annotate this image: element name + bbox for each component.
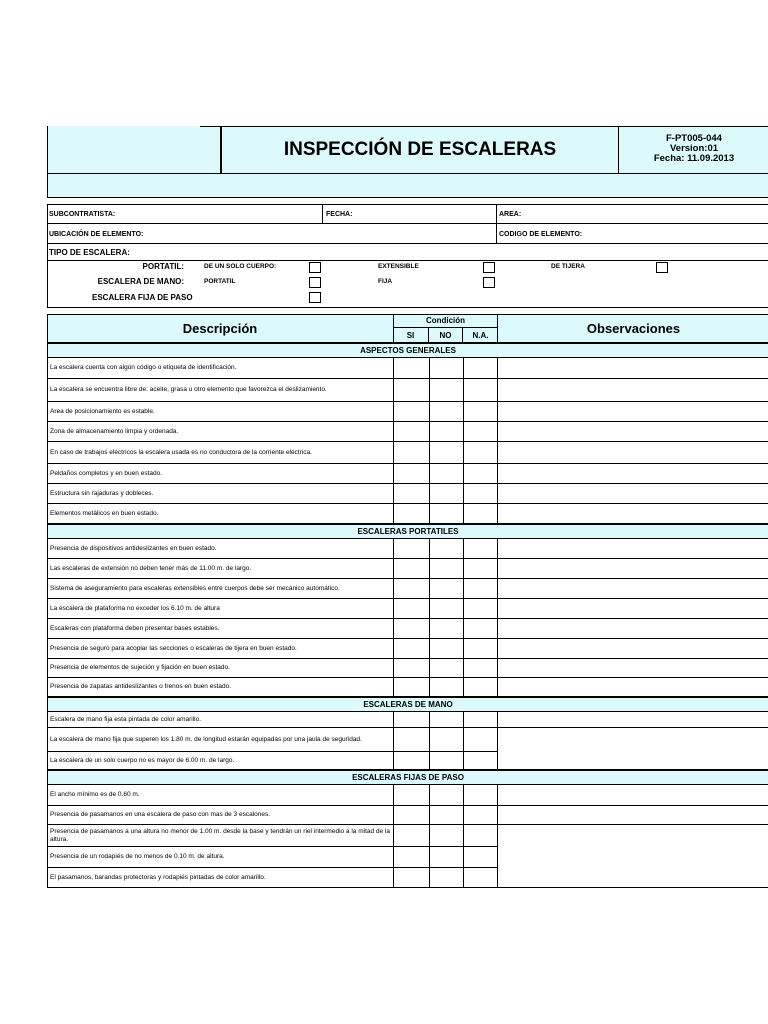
na-cell[interactable] — [463, 539, 498, 559]
si-cell[interactable] — [393, 678, 429, 697]
table-row: Area de posicionamiento es estable. — [47, 402, 393, 422]
observaciones-header: Observaciones — [586, 321, 681, 336]
section-header: ESCALERAS FIJAS DE PASO — [47, 770, 768, 785]
si-cell[interactable] — [393, 619, 429, 639]
si-cell[interactable] — [393, 504, 429, 524]
no-cell[interactable] — [429, 806, 463, 825]
na-cell[interactable] — [463, 639, 498, 659]
no-cell[interactable] — [429, 599, 463, 619]
portatil-checkbox[interactable] — [309, 277, 321, 288]
si-cell[interactable] — [393, 806, 429, 825]
table-row: La escalera de un solo cuerpo no es mayor de 6.00 m. de largo. — [47, 752, 393, 770]
table-row: La escalera se encuentra libre de: aceite, grasa u otro elemento que favorezca el deslizamiento. — [47, 379, 393, 402]
fecha-label: FECHA: — [326, 210, 353, 218]
observation-cell[interactable] — [498, 579, 768, 599]
observation-cell[interactable] — [498, 599, 768, 619]
no-cell[interactable] — [429, 579, 463, 599]
no-cell[interactable] — [429, 712, 463, 728]
extensible-label: EXTENSIBLE — [378, 263, 419, 270]
si-cell[interactable] — [393, 728, 429, 752]
header-subbar — [47, 173, 768, 174]
na-cell[interactable] — [463, 806, 498, 825]
fija-label: FIJA — [378, 278, 393, 285]
si-cell[interactable] — [393, 442, 429, 464]
na-header: N.A. — [472, 331, 489, 340]
na-cell[interactable] — [463, 504, 498, 524]
info-row-3 — [47, 244, 768, 261]
table-row: La escalera de mano fija que superen los 1.80 m. de longitud estarán equipadas por una jaula de seguridad. — [47, 728, 393, 752]
info-row-2 — [47, 224, 768, 244]
observation-cell[interactable] — [498, 504, 768, 524]
observation-cell[interactable] — [498, 402, 768, 422]
table-row: La escalera cuenta con algún código o etiqueta de identificación. — [47, 358, 393, 379]
no-cell[interactable] — [429, 559, 463, 579]
observation-cell[interactable] — [498, 619, 768, 639]
no-cell[interactable] — [429, 402, 463, 422]
fija-paso-label: ESCALERA FIJA DE PASO — [92, 293, 193, 302]
observation-cell[interactable] — [498, 358, 768, 379]
solo-cuerpo-label: DE UN SOLO CUERPO: — [204, 263, 277, 270]
table-row: Estructura sin rajaduras y dobleces. — [47, 484, 393, 504]
table-row: Escalera de mano fija esta pintada de color amarillo. — [47, 712, 393, 728]
page-title: INSPECCIÓN DE ESCALERAS — [283, 138, 557, 160]
na-cell[interactable] — [463, 599, 498, 619]
table-row: Zona de almacenamiento limpia y ordenada. — [47, 422, 393, 442]
observation-cell[interactable] — [498, 639, 768, 659]
observation-cell[interactable] — [498, 422, 768, 442]
table-row: Las escaleras de extensión no deben tener más de 11.00 m. de largo. — [47, 559, 393, 579]
tipo-escalera-label: TIPO DE ESCALERA: — [49, 248, 130, 257]
solo-cuerpo-checkbox[interactable] — [309, 262, 321, 273]
si-cell[interactable] — [393, 539, 429, 559]
na-cell[interactable] — [463, 712, 498, 728]
observation-cell[interactable] — [498, 825, 768, 888]
na-cell[interactable] — [463, 422, 498, 442]
na-cell[interactable] — [463, 752, 498, 770]
si-cell[interactable] — [393, 402, 429, 422]
portatil-label: PORTATIL: — [142, 262, 184, 271]
no-cell[interactable] — [429, 785, 463, 806]
codigo-label: CODIGO DE ELEMENTO: — [499, 230, 583, 238]
si-cell[interactable] — [393, 825, 429, 847]
na-cell[interactable] — [463, 847, 498, 868]
no-cell[interactable] — [429, 659, 463, 678]
table-row: Elementos metálicos en buen estado. — [47, 504, 393, 524]
table-row: Presencia de dispositivos antideslizantes en buen estado. — [47, 539, 393, 559]
na-cell[interactable] — [463, 484, 498, 504]
na-cell[interactable] — [463, 678, 498, 697]
no-cell[interactable] — [429, 825, 463, 847]
si-cell[interactable] — [393, 599, 429, 619]
header-meta — [618, 126, 768, 173]
info-divider-area — [496, 204, 497, 244]
no-cell[interactable] — [429, 422, 463, 442]
observation-cell[interactable] — [498, 785, 768, 806]
na-cell[interactable] — [463, 619, 498, 639]
observation-cell[interactable] — [498, 678, 768, 697]
document-version: Version:01 — [669, 143, 719, 154]
fija-paso-checkbox[interactable] — [309, 292, 321, 303]
na-cell[interactable] — [463, 659, 498, 678]
no-cell[interactable] — [429, 464, 463, 484]
observation-cell[interactable] — [498, 712, 768, 728]
na-cell[interactable] — [463, 402, 498, 422]
table-row: Presencia de pasamanos a una altura no menor de 1.00 m. desde la base y tendrán un riel intermedio a la mitad de la altura. — [47, 825, 393, 847]
tijera-label: DE TIJERA — [551, 263, 585, 270]
si-cell[interactable] — [393, 579, 429, 599]
na-cell[interactable] — [463, 559, 498, 579]
no-cell[interactable] — [429, 442, 463, 464]
info-row-1 — [47, 204, 768, 224]
observation-cell[interactable] — [498, 659, 768, 678]
table-row: Sistema de aseguramiento para escaleras extensibles entre cuerpos debe ser mecánico automático. — [47, 579, 393, 599]
subcontratista-label: SUBCONTRATISTA: — [49, 210, 116, 218]
na-cell[interactable] — [463, 579, 498, 599]
no-cell[interactable] — [429, 358, 463, 379]
no-cell[interactable] — [429, 728, 463, 752]
mano-label: ESCALERA DE MANO: — [97, 277, 184, 286]
no-cell[interactable] — [429, 539, 463, 559]
section-header: ESCALERAS PORTATILES — [47, 524, 768, 539]
observation-cell[interactable] — [498, 442, 768, 464]
si-cell[interactable] — [393, 559, 429, 579]
na-cell[interactable] — [463, 728, 498, 752]
info-divider-fecha — [322, 204, 323, 224]
si-cell[interactable] — [393, 712, 429, 728]
table-row: En caso de trabajos eléctricos la escalera usada es no conductora de la corriente eléctrica. — [47, 442, 393, 464]
descripcion-header: Descripción — [182, 321, 258, 336]
no-cell[interactable] — [429, 868, 463, 888]
na-cell[interactable] — [463, 442, 498, 464]
observation-cell[interactable] — [498, 806, 768, 825]
na-cell[interactable] — [463, 785, 498, 806]
area-label: AREA: — [499, 210, 522, 218]
no-header: NO — [429, 328, 463, 343]
no-cell[interactable] — [429, 639, 463, 659]
na-cell[interactable] — [463, 825, 498, 847]
na-cell[interactable] — [463, 358, 498, 379]
table-row: Presencia de zapatas antideslizantes o frenos en buen estado. — [47, 678, 393, 697]
table-row: Peldaños completos y en buen estado. — [47, 464, 393, 484]
ubicacion-label: UBICACIÓN DE ELEMENTO: — [49, 230, 144, 238]
si-cell[interactable] — [393, 464, 429, 484]
observation-cell[interactable] — [498, 484, 768, 504]
na-cell[interactable] — [463, 379, 498, 402]
si-cell[interactable] — [393, 785, 429, 806]
document-code: F-PT005-044 — [666, 133, 722, 144]
table-row: El pasamanos, barandas protectoras y rodapiés pintadas de color amarillo. — [47, 868, 393, 888]
observation-cell[interactable] — [498, 728, 768, 770]
observation-cell[interactable] — [498, 539, 768, 559]
no-cell[interactable] — [429, 619, 463, 639]
si-cell[interactable] — [393, 422, 429, 442]
si-header: SI — [393, 328, 429, 343]
si-cell[interactable] — [393, 358, 429, 379]
condicion-header: Condición — [393, 314, 498, 328]
section-header: ASPECTOS GENERALES — [47, 343, 768, 358]
na-cell[interactable] — [463, 868, 498, 888]
table-row: Escaleras con plataforma deben presentar bases estables. — [47, 619, 393, 639]
si-cell[interactable] — [393, 868, 429, 888]
no-cell[interactable] — [429, 484, 463, 504]
tijera-checkbox[interactable] — [656, 262, 668, 273]
si-cell[interactable] — [393, 379, 429, 402]
table-row: Presencia de elementos de sujeción y fijación en buen estado. — [47, 659, 393, 678]
table-row: Presencia de un rodapiés de no menos de 0.10 m. de altura. — [47, 847, 393, 868]
si-cell[interactable] — [393, 847, 429, 868]
si-cell[interactable] — [393, 752, 429, 770]
table-row: La escalera de plataforma no exceder los 6.10 m. de altura — [47, 599, 393, 619]
no-cell[interactable] — [429, 847, 463, 868]
si-cell[interactable] — [393, 484, 429, 504]
observation-cell[interactable] — [498, 464, 768, 484]
table-row: Presencia de pasamanos en una escalera de paso con mas de 3 escalones. — [47, 806, 393, 825]
extensible-checkbox[interactable] — [483, 262, 495, 273]
no-cell[interactable] — [429, 504, 463, 524]
table-row: Presencia de seguro para acoplar las secciones o escaleras de tijera en buen estado. — [47, 639, 393, 659]
si-cell[interactable] — [393, 659, 429, 678]
no-cell[interactable] — [429, 752, 463, 770]
table-row: El ancho mínimo es de 0.60 m. — [47, 785, 393, 806]
fija-checkbox[interactable] — [483, 277, 495, 288]
header-logo-divider — [47, 126, 222, 173]
no-cell[interactable] — [429, 379, 463, 402]
document-date: Fecha: 11.09.2013 — [653, 153, 735, 164]
portatil2-label: PORTATIL — [204, 278, 236, 285]
observation-cell[interactable] — [498, 559, 768, 579]
no-cell[interactable] — [429, 678, 463, 697]
na-cell[interactable] — [463, 464, 498, 484]
section-header: ESCALERAS DE MANO — [47, 697, 768, 712]
si-cell[interactable] — [393, 639, 429, 659]
observation-cell[interactable] — [498, 379, 768, 402]
